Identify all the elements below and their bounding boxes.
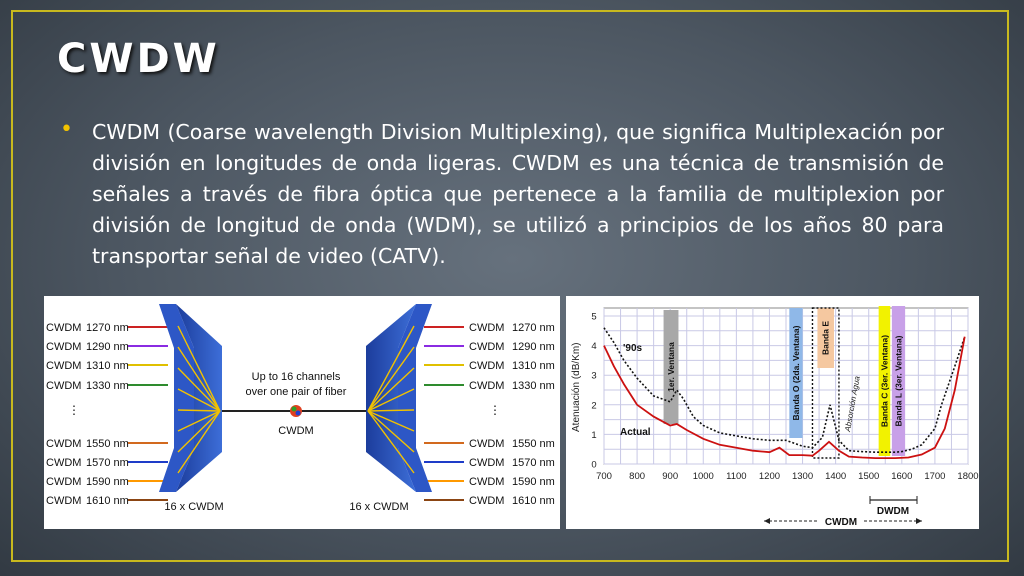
left-channel-tag: CWDM [46, 341, 82, 353]
right-lines [424, 327, 464, 500]
left-channel-tag: CWDM [46, 380, 82, 392]
x-tick-label: 1700 [924, 471, 946, 482]
y-tick-label: 2 [591, 400, 597, 412]
right-block-label: 16 x CWDM [349, 501, 409, 513]
x-tick-label: 1500 [858, 471, 880, 482]
right-channel-wavelength: 1270 nm [512, 322, 555, 334]
y-tick-label: 5 [591, 311, 597, 323]
right-channel-tag: CWDM [469, 341, 505, 353]
y-axis-label: Atenuación (dB/Km) [571, 342, 582, 432]
x-tick-label: 1600 [891, 471, 913, 482]
left-channel-wavelength: 1270 nm [86, 322, 129, 334]
left-channel-tag: CWDM [46, 476, 82, 488]
left-channel-wavelength: 1290 nm [86, 341, 129, 353]
left-channel-wavelength: 1590 nm [86, 476, 129, 488]
label-actual: Actual [620, 427, 651, 438]
right-channel-wavelength: 1590 nm [512, 476, 555, 488]
band-label: 1er. Ventana [666, 342, 677, 392]
x-tick-label: 900 [662, 471, 679, 482]
right-channel-wavelength: 1330 nm [512, 380, 555, 392]
right-fan-fiber [368, 410, 414, 411]
x-tick-label: 1400 [825, 471, 847, 482]
cwdm-mux-diagram [44, 296, 560, 529]
right-labels [469, 322, 555, 507]
left-channel-wavelength: 1310 nm [86, 360, 129, 372]
left-channel-wavelength: 1570 nm [86, 457, 129, 469]
left-lines [128, 327, 168, 500]
left-channel-wavelength: 1610 nm [86, 495, 129, 507]
label-90s: '90s [623, 343, 643, 354]
band-label: Banda O (2da. Ventana) [790, 325, 801, 421]
caption-line1: Up to 16 channels [251, 371, 341, 383]
left-block-label: 16 x CWDM [164, 501, 224, 513]
right-channel-tag: CWDM [469, 380, 505, 392]
left-channel-wavelength: 1330 nm [86, 380, 129, 392]
left-ellipsis: ⋮ [68, 403, 80, 417]
right-channel-wavelength: 1550 nm [512, 438, 555, 450]
dwdm-marker [870, 496, 917, 517]
x-tick-label: 1100 [726, 471, 747, 482]
right-channel-tag: CWDM [469, 360, 505, 372]
right-channel-tag: CWDM [469, 476, 505, 488]
caption-line2: over one pair of fiber [245, 386, 347, 398]
attenuation-chart-svg [566, 296, 979, 529]
right-channel-tag: CWDM [469, 495, 505, 507]
center-cwdm-label: CWDM [278, 425, 314, 437]
x-tick-label: 800 [629, 471, 646, 482]
bullet-text: CWDM (Coarse wavelength Division Multiplexing), que significa Multiplexación por división en longitudes de onda ligeras. CWDM es una técnica de transmisión de señales a través de fibra óptica que pertenece a la familia de multiplexion por división de longitud de onda (WDM), se utilizó a principios de los años 80 para transportar señal de video (CATV). [92, 120, 944, 268]
x-tick-label: 1200 [758, 471, 781, 482]
left-channel-tag: CWDM [46, 360, 82, 372]
x-tick-label: 1800 [957, 471, 979, 482]
attenuation-chart [566, 296, 979, 529]
left-labels [46, 322, 129, 507]
x-tick-label: 1300 [791, 471, 814, 482]
left-channel-tag: CWDM [46, 322, 82, 334]
y-tick-label: 1 [591, 429, 597, 441]
right-channel-wavelength: 1570 nm [512, 457, 555, 469]
cwdm-marker [764, 517, 922, 528]
right-channel-tag: CWDM [469, 438, 505, 450]
left-fan-fiber [178, 410, 220, 411]
band-label: Banda L (3er. Ventana) [893, 335, 904, 427]
cwdm-range-label: CWDM [824, 517, 858, 528]
y-tick-label: 4 [591, 341, 597, 353]
x-tick-label: 700 [596, 471, 612, 482]
slide-title: CWDW [57, 36, 220, 82]
mux-diagram-svg [44, 296, 560, 529]
x-tick-label: 1000 [692, 471, 714, 482]
left-channel-tag: CWDM [46, 457, 82, 469]
right-channel-wavelength: 1610 nm [512, 495, 555, 507]
left-channel-tag: CWDM [46, 495, 82, 507]
right-channel-wavelength: 1310 nm [512, 360, 555, 372]
left-channel-tag: CWDM [46, 438, 82, 450]
left-channel-wavelength: 1550 nm [86, 438, 129, 450]
y-tick-label: 3 [591, 370, 597, 382]
right-channel-tag: CWDM [469, 457, 505, 469]
bullet-marker: • [60, 117, 73, 142]
cwdm-color-dot [290, 405, 302, 417]
dwdm-label: DWDM [876, 506, 910, 517]
absorption-label: Absorción Agua [843, 375, 862, 433]
right-channel-tag: CWDM [469, 322, 505, 334]
y-tick-label: 0 [591, 459, 597, 471]
band-label: Banda C (3er. Ventana) [879, 334, 890, 428]
band-label: Banda E [820, 320, 831, 356]
right-ellipsis: ⋮ [489, 403, 501, 417]
right-channel-wavelength: 1290 nm [512, 341, 555, 353]
